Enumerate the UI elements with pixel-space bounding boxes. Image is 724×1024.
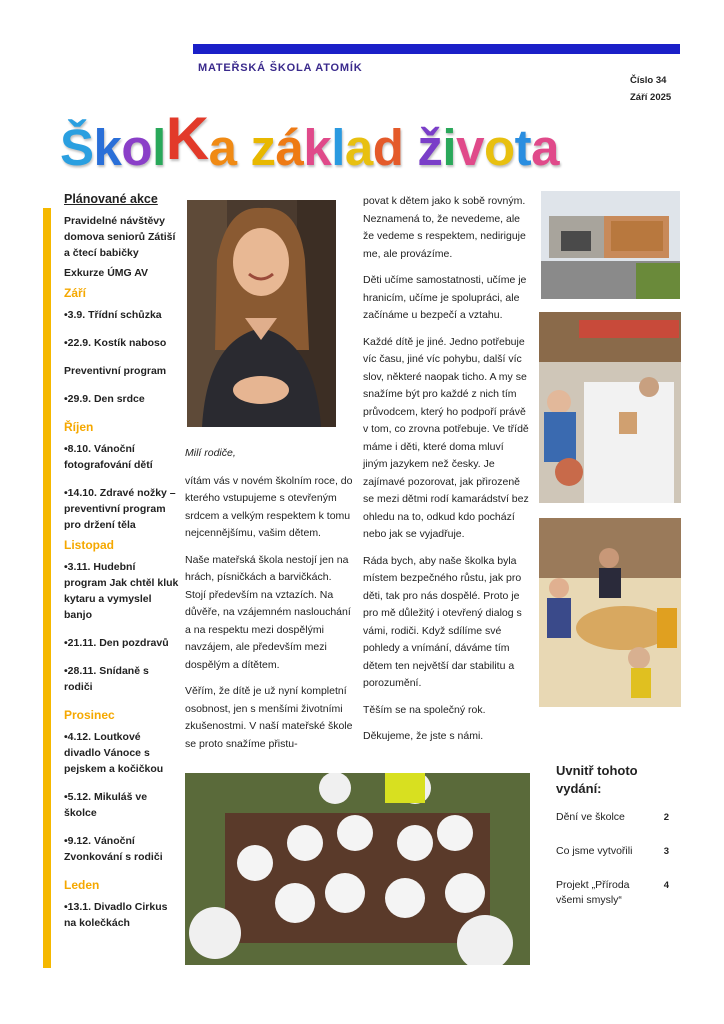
masthead-letter: á xyxy=(275,119,304,176)
school-name: MATEŘSKÁ ŠKOLA ATOMÍK xyxy=(198,62,363,74)
issue-date: Září 2025 xyxy=(630,92,672,103)
event-item: •29.9. Den srdce xyxy=(64,393,145,405)
masthead-title xyxy=(60,105,559,179)
letter-salutation: Milí rodiče, xyxy=(185,447,236,459)
event-item: Pravidelné návštěvy domova seniorů Zátiší a čtecí babičky xyxy=(64,215,176,259)
letter-paragraph: povat k dětem jako k sobě rovným. Neznamená to, že nevedeme, ale že vedeme s respektem, nediriguje me, ale provázíme. xyxy=(363,195,526,260)
masthead-letter: ž xyxy=(417,119,443,176)
event-list xyxy=(64,213,180,931)
letter-paragraph: Děti učíme samostatnosti, učíme je hranicím, učíme je spolupráci, ale začínáme u bezpečí a vztahu. xyxy=(363,274,527,321)
letter-column-1 xyxy=(185,445,355,762)
toc-item-label: Projekt „Příroda všemi smysly“ xyxy=(556,879,630,906)
children-lunch-photo xyxy=(185,773,530,965)
issue-number: Číslo 34 xyxy=(630,75,667,86)
masthead-letter: k xyxy=(93,119,122,176)
masthead-letter: v xyxy=(456,119,484,176)
sidebar-accent-bar xyxy=(43,208,51,968)
event-item: •28.11. Snídaně s rodiči xyxy=(64,665,149,693)
masthead-letter: o xyxy=(483,119,515,176)
event-item: •21.11. Den pozdravů xyxy=(64,637,169,649)
toc-title: Uvnitř tohoto vydání: xyxy=(556,763,638,796)
masthead-letter: k xyxy=(303,119,332,176)
table-of-contents xyxy=(556,762,681,927)
issue-info xyxy=(630,72,671,106)
masthead-letter: a xyxy=(531,119,559,176)
toc-item-page: 4 xyxy=(663,880,669,891)
toc-item[interactable] xyxy=(556,810,681,825)
month-heading: Říjen xyxy=(64,420,94,434)
masthead-letter: t xyxy=(514,119,532,176)
masthead-letter: K xyxy=(165,105,209,172)
letter-paragraph: Děkujeme, že jste s námi. xyxy=(363,730,484,742)
month-heading: Prosinec xyxy=(64,708,115,722)
letter-paragraph: Věřím, že dítě je už nyní kompletní osobnost, jen s menšími životními zkušenostmi. V naší mateřské škole se proto snažíme přistu- xyxy=(185,685,353,750)
event-item: •9.12. Vánoční Zvonkování s rodiči xyxy=(64,835,163,863)
toc-item[interactable] xyxy=(556,844,681,859)
event-item: •4.12. Loutkové divadlo Vánoce s pejskem a kočičkou xyxy=(64,731,164,775)
month-heading: Listopad xyxy=(64,538,114,552)
masthead-letter: a xyxy=(344,119,373,176)
letter-paragraph: Těším se na společný rok. xyxy=(363,703,486,716)
toc-item-page: 2 xyxy=(663,812,669,823)
event-item: •8.10. Vánoční fotografování dětí xyxy=(64,443,153,471)
masthead-letter: l xyxy=(331,119,345,176)
event-item: Preventivní program xyxy=(64,365,167,377)
toc-item-label: Dění ve školce xyxy=(556,811,625,823)
event-item: •13.1. Divadlo Cirkus na kolečkách xyxy=(64,901,168,929)
classroom-activity-photo xyxy=(539,312,681,503)
letter-column-1-body xyxy=(185,473,355,754)
masthead-letter: l xyxy=(152,119,166,176)
month-heading: Leden xyxy=(64,878,100,892)
masthead-letter: i xyxy=(442,119,457,176)
letter-paragraph: Každé dítě je jiné. Jedno potřebuje víc času, jiné víc pohybu, další víc slov, některé naopak ticho. A my se snažíme být pro každé z nich tím průvodcem, který ho podpoří právě v tom, co zrovna potřebuje. Ve třídě máme i děti, které doma mluví jiným jazykem než česky. Je zajímavé pozorovat, jak přirozeně se mezi dětmi rodí kamarádství bez ohledu na to, odkud kdo pochází nebo jak se vyjadřuje. xyxy=(363,335,529,540)
planned-events-sidebar xyxy=(64,191,180,943)
event-item: •22.9. Kostík naboso xyxy=(64,337,167,349)
event-item: •3.11. Hudební program Jak chtěl kluk kytaru a vymyslel banjo xyxy=(64,561,179,621)
toc-item-page: 3 xyxy=(663,846,669,857)
letter-column-2 xyxy=(363,193,531,755)
masthead-letter: z xyxy=(250,119,276,176)
toc-list xyxy=(556,810,681,908)
letter-paragraph: Naše mateřská škola nestojí jen na hrách, písničkách a barvičkách. Stojí především na vztazích. Na důvěře, na vzájemném naslouchání a na respektu mezi dospělými navzájem, ale především mezi dospělým a dítětem. xyxy=(185,553,351,671)
children-table-photo xyxy=(539,518,681,707)
event-item: •14.10. Zdravé nožky – preventivní program pro držení těla xyxy=(64,487,176,531)
masthead-letter: o xyxy=(121,119,153,176)
event-item: Exkurze ÚMG AV xyxy=(64,267,149,279)
school-building-photo xyxy=(541,191,680,299)
event-item: •5.12. Mikuláš ve školce xyxy=(64,791,148,819)
director-portrait-photo xyxy=(187,200,336,427)
toc-item-label: Co jsme vytvořili xyxy=(556,845,633,857)
header-rule xyxy=(193,44,680,54)
sidebar-heading: Plánované akce xyxy=(64,192,158,206)
masthead-letter: a xyxy=(208,119,237,176)
letter-paragraph: Ráda bych, aby naše školka byla místem bezpečného růstu, jak pro děti, tak pro nás dospělé. Proto je pro mě důležitý i otevřený dialog s vámi, rodiči. Když sdílíme své pohledy a vnímání, dáváme tím dětem ten největší dar stabilitu a porozumění. xyxy=(363,554,522,689)
month-heading: Září xyxy=(64,286,87,300)
letter-paragraph: vítám vás v novém školním roce, do kterého vstupujeme s otevřeným srdcem a velkým respektem k tomu nejcennějšímu, vašim dětem. xyxy=(185,474,353,539)
masthead-letter: d xyxy=(372,119,404,176)
masthead-letter: Š xyxy=(60,119,94,176)
toc-item[interactable] xyxy=(556,878,681,908)
event-item: •3.9. Třídní schůzka xyxy=(64,309,162,321)
